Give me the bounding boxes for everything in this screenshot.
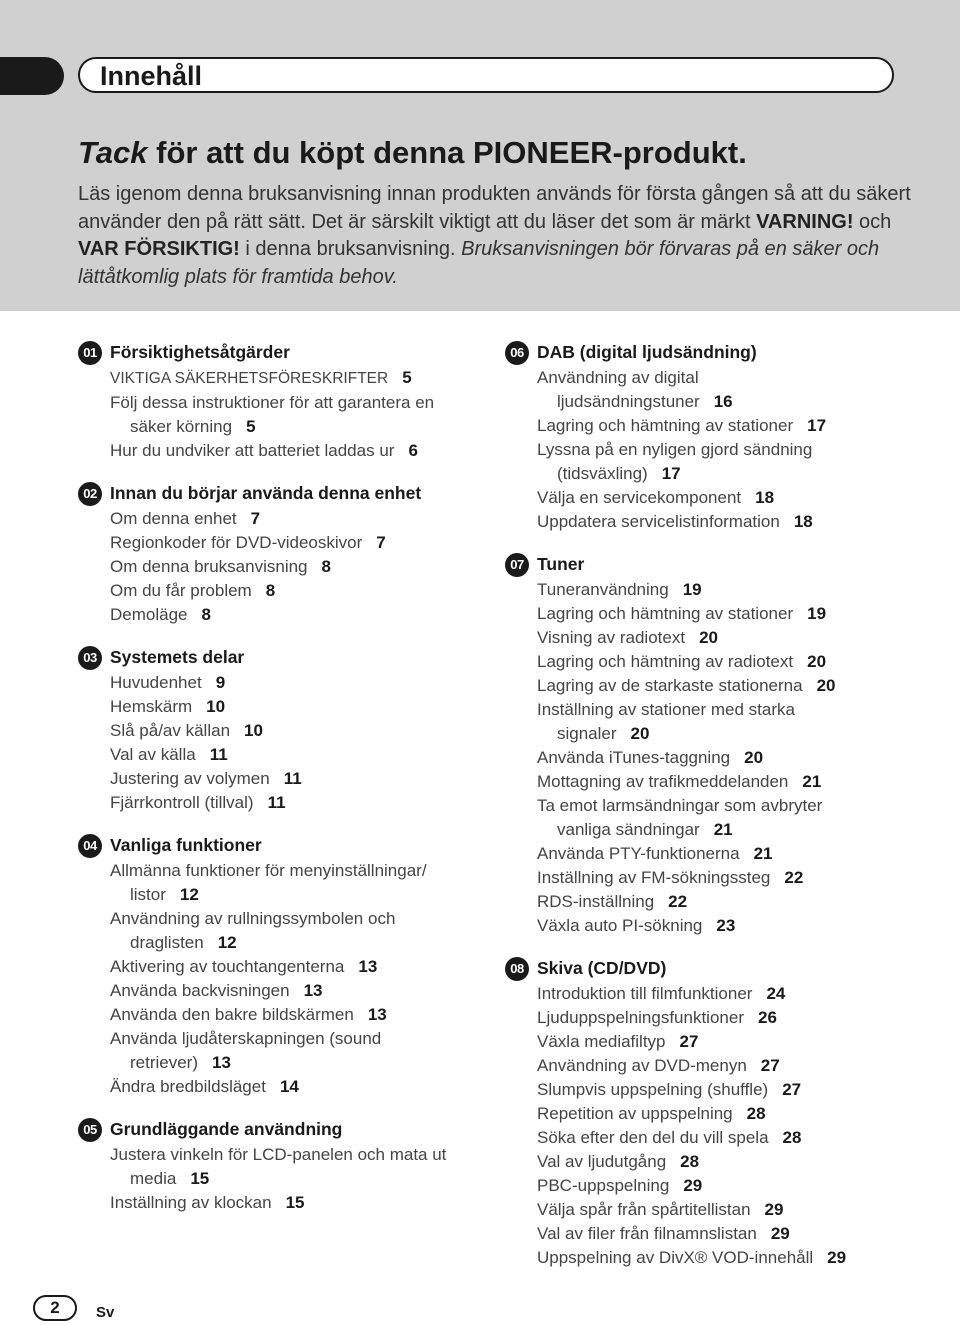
page-number: 2 — [33, 1295, 77, 1321]
toc-entry-line — [110, 671, 478, 695]
toc-entry-text: Justering av volymen — [110, 769, 270, 788]
toc-entry-text: Slå på/av källan — [110, 721, 231, 740]
toc-entry-text: Om denna bruksanvisning — [110, 557, 308, 576]
toc-section — [78, 338, 478, 463]
toc-page-number: 20 — [699, 628, 718, 647]
warning-label: VARNING! — [756, 210, 854, 233]
toc-entry-text: Använda backvisningen — [110, 981, 290, 1000]
toc-page-number: 10 — [244, 721, 263, 740]
toc-entry — [505, 770, 925, 794]
toc-page-number: 18 — [755, 488, 775, 507]
toc-page-number: 29 — [770, 1224, 790, 1243]
toc-entry-text: ljudsändningstuner — [557, 392, 700, 411]
toc-entry — [78, 719, 478, 743]
toc-page-number: 13 — [367, 1005, 387, 1024]
toc-page-number: 11 — [209, 745, 228, 764]
toc-entry-line — [537, 866, 925, 890]
toc-entry — [505, 510, 925, 534]
toc-entry-text: Allmänna funktioner för menyinställningar/ — [110, 861, 427, 880]
section-title: Innan du börjar använda denna enhet — [110, 483, 422, 503]
toc-entry-line — [110, 1003, 478, 1027]
toc-page-number: 8 — [265, 581, 276, 600]
section-number-badge: 04 — [78, 834, 102, 858]
toc-entry-text: Introduktion till filmfunktioner — [537, 984, 753, 1003]
toc-entry — [505, 650, 925, 674]
toc-page-number: 21 — [713, 820, 733, 839]
toc-entry-line — [537, 698, 925, 722]
toc-entry-text: Användning av digital — [537, 368, 699, 387]
toc-page-number: 20 — [807, 652, 827, 671]
toc-entry-text: Växla mediafiltyp — [537, 1032, 666, 1051]
section-number-badge: 03 — [78, 646, 102, 670]
toc-entry — [505, 1078, 925, 1102]
toc-entry-line — [110, 603, 478, 627]
toc-entry-text: Använda ljudåterskapningen (sound — [110, 1029, 382, 1048]
toc-entry-text: Lagring av de starkaste stationerna — [537, 676, 803, 695]
toc-entry — [505, 982, 925, 1006]
toc-page-number: 15 — [285, 1193, 305, 1212]
section-number-badge: 08 — [505, 957, 529, 981]
toc-entry-text: signaler — [557, 724, 617, 743]
section-heading — [505, 954, 925, 982]
toc-entry-text: Använda PTY-funktionerna — [537, 844, 740, 863]
toc-entry — [505, 890, 925, 914]
section-heading — [78, 643, 478, 671]
toc-entry — [505, 914, 925, 938]
toc-entry — [505, 366, 925, 414]
toc-page-number: 23 — [716, 916, 736, 935]
section-title: Vanliga funktioner — [110, 835, 262, 855]
toc-page-number: 28 — [680, 1152, 700, 1171]
toc-entry — [505, 1102, 925, 1126]
toc-entry — [78, 767, 478, 791]
toc-section — [505, 338, 925, 534]
toc-entry-line — [110, 439, 478, 463]
section-heading — [78, 831, 478, 859]
toc-page-number: 14 — [279, 1077, 299, 1096]
toc-entry — [78, 1027, 478, 1075]
toc-entry-text: Fjärrkontroll (tillval) — [110, 793, 254, 812]
section-heading — [78, 479, 478, 507]
toc-entry-line — [110, 391, 478, 415]
section-number-badge: 06 — [505, 341, 529, 365]
toc-entry-line — [537, 794, 925, 818]
toc-entry-text: Användning av DVD-menyn — [537, 1056, 747, 1075]
intro-heading-italic: Tack — [78, 135, 148, 170]
toc-entry — [505, 1150, 925, 1174]
toc-entry — [505, 626, 925, 650]
toc-entry — [505, 1030, 925, 1054]
toc-entry-text: Lagring och hämtning av radiotext — [537, 652, 794, 671]
toc-entry-line — [537, 890, 925, 914]
toc-entry-text: Om du får problem — [110, 581, 252, 600]
toc-entry-line — [110, 1143, 478, 1167]
toc-entry-line — [537, 486, 925, 510]
toc-entry — [78, 791, 478, 815]
toc-entry-text: Uppspelning av DivX® VOD-innehåll — [537, 1248, 814, 1267]
toc-entry-text: draglisten — [130, 933, 204, 952]
toc-entry-text: Uppdatera servicelistinformation — [537, 512, 780, 531]
intro-text-2: i denna bruksanvisning. — [239, 238, 462, 260]
toc-page-number: 24 — [766, 984, 786, 1003]
toc-entry-text: Lagring och hämtning av stationer — [537, 604, 794, 623]
toc-entry — [505, 602, 925, 626]
toc-entry-line — [110, 507, 478, 531]
toc-entry — [78, 603, 478, 627]
toc-entry-line — [537, 1030, 925, 1054]
toc-entry — [505, 794, 925, 842]
toc-entry-text: Söka efter den del du vill spela — [537, 1128, 769, 1147]
toc-page-number: 19 — [682, 580, 702, 599]
section-title: Skiva (CD/DVD) — [537, 958, 667, 978]
toc-entry-text: Välja spår från spårtitellistan — [537, 1200, 751, 1219]
toc-page-number: 13 — [303, 981, 323, 1000]
toc-page-number: 7 — [250, 509, 261, 528]
toc-entry — [505, 486, 925, 510]
toc-page-number: 15 — [190, 1169, 210, 1188]
toc-page-number: 11 — [283, 769, 302, 788]
toc-entry-text: PBC-uppspelning — [537, 1176, 670, 1195]
toc-entry — [78, 743, 478, 767]
toc-page-number: 19 — [807, 604, 827, 623]
toc-entry-line — [537, 1078, 925, 1102]
toc-entry-line — [110, 743, 478, 767]
toc-page-number: 18 — [793, 512, 813, 531]
toc-entry — [78, 1003, 478, 1027]
toc-entry — [505, 1126, 925, 1150]
toc-entry-line — [537, 982, 925, 1006]
toc-page-number: 13 — [358, 957, 378, 976]
toc-entry-text: Mottagning av trafikmeddelanden — [537, 772, 789, 791]
toc-section — [505, 954, 925, 1270]
toc-entry-line — [537, 390, 925, 414]
toc-page-number: 28 — [746, 1104, 766, 1123]
toc-entry-line — [537, 510, 925, 534]
language-code: Sv — [96, 1304, 115, 1321]
section-number-badge: 02 — [78, 482, 102, 506]
toc-page-number: 12 — [179, 885, 199, 904]
toc-entry — [78, 671, 478, 695]
toc-entry — [78, 907, 478, 955]
toc-entry — [78, 391, 478, 439]
toc-page-number: 27 — [782, 1080, 802, 1099]
intro-text-italic: Bruksanvisningen bör förvaras på en säker och lättåtkomlig plats för framtida behov. — [78, 238, 880, 288]
toc-entry — [78, 1143, 478, 1191]
intro-heading — [78, 133, 918, 173]
toc-entry — [78, 439, 478, 463]
toc-entry-line — [110, 955, 478, 979]
toc-entry-line — [110, 366, 478, 391]
toc-entry-line — [110, 979, 478, 1003]
intro-heading-rest: för att du köpt denna PIONEER-produkt. — [147, 135, 747, 170]
toc-entry — [78, 366, 478, 391]
toc-entry — [78, 955, 478, 979]
toc-entry-line — [537, 770, 925, 794]
toc-entry-line — [537, 650, 925, 674]
toc-entry-line — [110, 791, 478, 815]
toc-entry-line — [110, 1191, 478, 1215]
toc-entry-text: Val av filer från filnamnslistan — [537, 1224, 757, 1243]
toc-page-number: 10 — [206, 697, 226, 716]
toc-entry-line — [110, 1027, 478, 1051]
toc-entry — [505, 674, 925, 698]
intro-paragraph — [78, 181, 918, 291]
toc-entry-text: Hemskärm — [110, 697, 193, 716]
toc-entry-line — [537, 914, 925, 938]
intro-text-1: Läs igenom denna bruksanvisning innan produkten används för första gången så att du säkert använder den på rätt sätt. Det är särskilt viktigt att du läser det som är märkt — [78, 183, 911, 233]
toc-entry — [505, 1222, 925, 1246]
toc-entry — [505, 414, 925, 438]
toc-entry-line — [110, 1051, 478, 1075]
toc-entry-text: Val av källa — [110, 745, 196, 764]
toc-left-column — [78, 338, 478, 1231]
toc-entry-line — [110, 695, 478, 719]
section-title: Grundläggande användning — [110, 1119, 343, 1139]
toc-entry-line — [110, 531, 478, 555]
toc-entry — [505, 438, 925, 486]
toc-entry-text: (tidsväxling) — [557, 464, 648, 483]
toc-entry — [505, 698, 925, 746]
toc-entry-line — [537, 438, 925, 462]
toc-entry-line — [110, 1075, 478, 1099]
toc-page-number: 17 — [661, 464, 681, 483]
toc-entry-text: RDS-inställning — [537, 892, 655, 911]
toc-entry-text: Inställning av klockan — [110, 1193, 272, 1212]
section-number-badge: 07 — [505, 553, 529, 577]
toc-entry-text: listor — [130, 885, 166, 904]
toc-entry-text: Ändra bredbildsläget — [110, 1077, 266, 1096]
toc-page-number: 12 — [217, 933, 237, 952]
section-number-badge: 01 — [78, 341, 102, 365]
toc-entry-text: Använda iTunes-taggning — [537, 748, 731, 767]
toc-entry-line — [537, 1150, 925, 1174]
toc-page-number: 16 — [713, 392, 733, 411]
toc-page-number: 29 — [683, 1176, 703, 1195]
toc-entry — [505, 842, 925, 866]
toc-page-number: 26 — [758, 1008, 777, 1027]
toc-page-number: 9 — [215, 673, 226, 692]
toc-page-number: 17 — [807, 416, 827, 435]
chapter-tab — [0, 57, 64, 95]
intro — [78, 133, 918, 291]
toc-entry — [78, 1075, 478, 1099]
toc-entry-line — [537, 602, 925, 626]
toc-entry — [78, 579, 478, 603]
toc-entry-line — [537, 462, 925, 486]
toc-entry-line — [537, 1054, 925, 1078]
section-title: DAB (digital ljudsändning) — [537, 342, 757, 362]
toc-entry-line — [537, 626, 925, 650]
caution-label: VAR FÖRSIKTIG! — [78, 238, 240, 260]
section-heading — [505, 338, 925, 366]
toc-entry-line — [537, 1126, 925, 1150]
toc-entry-line — [110, 415, 478, 439]
toc-entry-line — [537, 414, 925, 438]
section-number-badge: 05 — [78, 1118, 102, 1142]
toc-page-number: 13 — [212, 1053, 231, 1072]
toc-page-number: 21 — [802, 772, 822, 791]
toc-entry — [78, 555, 478, 579]
toc-entry — [78, 1191, 478, 1215]
toc-entry-text: VIKTIGA SÄKERHETSFÖRESKRIFTER — [110, 370, 389, 387]
toc-entry — [505, 1198, 925, 1222]
toc-entry-text: Växla auto PI-sökning — [537, 916, 703, 935]
toc-entry — [505, 1006, 925, 1030]
toc-page-number: 8 — [201, 605, 211, 624]
toc-entry — [505, 746, 925, 770]
section-title: Försiktighetsåtgärder — [110, 342, 290, 362]
intro-and: och — [853, 210, 892, 233]
toc-entry-text: vanliga sändningar — [557, 820, 700, 839]
toc-entry-line — [537, 578, 925, 602]
toc-entry-line — [537, 1198, 925, 1222]
toc-entry-text: Slumpvis uppspelning (shuffle) — [537, 1080, 769, 1099]
toc-entry-line — [537, 1174, 925, 1198]
toc-entry-line — [110, 1167, 478, 1191]
section-heading — [505, 550, 925, 578]
toc-entry-text: Ljuduppspelningsfunktioner — [537, 1008, 744, 1027]
toc-page-number: 20 — [816, 676, 836, 695]
toc-entry-text: Val av ljudutgång — [537, 1152, 667, 1171]
toc-entry-line — [537, 746, 925, 770]
title-pill — [78, 57, 894, 93]
toc-section — [505, 550, 925, 938]
toc-page-number: 22 — [784, 868, 804, 887]
section-title: Systemets delar — [110, 647, 245, 667]
toc-entry-line — [537, 1222, 925, 1246]
toc-page-number: 11 — [267, 793, 286, 812]
toc-page-number: 8 — [321, 557, 331, 576]
toc-entry-text: Välja en servicekomponent — [537, 488, 742, 507]
toc-entry-text: retriever) — [130, 1053, 199, 1072]
section-heading — [78, 338, 478, 366]
toc-entry — [505, 866, 925, 890]
toc-entry-text: Ta emot larmsändningar som avbryter — [537, 796, 823, 815]
toc-entry — [78, 507, 478, 531]
toc-entry-text: säker körning — [130, 417, 233, 436]
toc-entry-line — [110, 859, 478, 883]
toc-page-number: 29 — [764, 1200, 784, 1219]
toc-entry — [505, 1174, 925, 1198]
toc-section — [78, 479, 478, 627]
toc-entry-text: Tuneranvändning — [537, 580, 669, 599]
section-title: Tuner — [537, 554, 585, 574]
toc-entry-line — [537, 1102, 925, 1126]
toc-entry-line — [110, 579, 478, 603]
toc-entry-text: Aktivering av touchtangenterna — [110, 957, 345, 976]
toc-entry-line — [537, 1006, 925, 1030]
toc-entry-text: Demoläge — [110, 605, 188, 624]
toc-section — [78, 1115, 478, 1215]
toc-entry — [505, 1246, 925, 1270]
toc-page-number: 20 — [744, 748, 764, 767]
toc-entry-line — [537, 842, 925, 866]
toc-entry-line — [110, 931, 478, 955]
toc-page-number: 27 — [679, 1032, 699, 1051]
toc-entry-line — [537, 366, 925, 390]
page-title: Innehåll — [100, 61, 203, 91]
toc-entry-text: Lagring och hämtning av stationer — [537, 416, 794, 435]
toc-entry-text: Repetition av uppspelning — [537, 1104, 733, 1123]
toc-right-column — [505, 338, 925, 1286]
toc-page-number: 22 — [668, 892, 688, 911]
toc-entry-text: Regionkoder för DVD-videoskivor — [110, 533, 363, 552]
toc-entry — [78, 979, 478, 1003]
toc-page-number: 7 — [376, 533, 386, 552]
toc-entry-line — [110, 883, 478, 907]
toc-entry-text: Följ dessa instruktioner för att garantera en — [110, 393, 435, 412]
toc-entry-line — [537, 1246, 925, 1270]
toc-entry-text: Huvudenhet — [110, 673, 202, 692]
toc-entry-line — [110, 555, 478, 579]
toc-page-number: 5 — [246, 417, 256, 436]
toc-section — [78, 831, 478, 1099]
toc-page-number: 20 — [630, 724, 650, 743]
toc-entry-line — [537, 818, 925, 842]
toc-section — [78, 643, 478, 815]
toc-entry-text: Använda den bakre bildskärmen — [110, 1005, 354, 1024]
toc-entry — [78, 531, 478, 555]
toc-entry — [78, 695, 478, 719]
toc-entry-text: Lyssna på en nyligen gjord sändning — [537, 440, 813, 459]
toc-entry — [505, 578, 925, 602]
section-heading — [78, 1115, 478, 1143]
toc-entry-text: Justera vinkeln för LCD-panelen och mata ut — [110, 1145, 447, 1164]
toc-page-number: 6 — [408, 441, 418, 460]
toc-entry-text: Om denna enhet — [110, 509, 237, 528]
toc-entry-text: media — [130, 1169, 177, 1188]
toc-page-number: 5 — [402, 368, 412, 387]
toc-entry-text: Användning av rullningssymbolen och — [110, 909, 396, 928]
toc-entry-text: Inställning av FM-sökningssteg — [537, 868, 771, 887]
toc-entry-line — [537, 674, 925, 698]
toc-entry-line — [110, 719, 478, 743]
toc-page-number: 27 — [760, 1056, 780, 1075]
toc-entry-line — [110, 767, 478, 791]
toc-entry-line — [110, 907, 478, 931]
toc-page-number: 21 — [753, 844, 773, 863]
toc-entry — [78, 859, 478, 907]
toc-entry-text: Hur du undviker att batteriet laddas ur — [110, 441, 395, 460]
toc-entry-text: Visning av radiotext — [537, 628, 686, 647]
toc-entry-text: Inställning av stationer med starka — [537, 700, 795, 719]
toc-page-number: 28 — [782, 1128, 802, 1147]
toc-page-number: 29 — [827, 1248, 847, 1267]
toc-entry-line — [537, 722, 925, 746]
toc-entry — [505, 1054, 925, 1078]
